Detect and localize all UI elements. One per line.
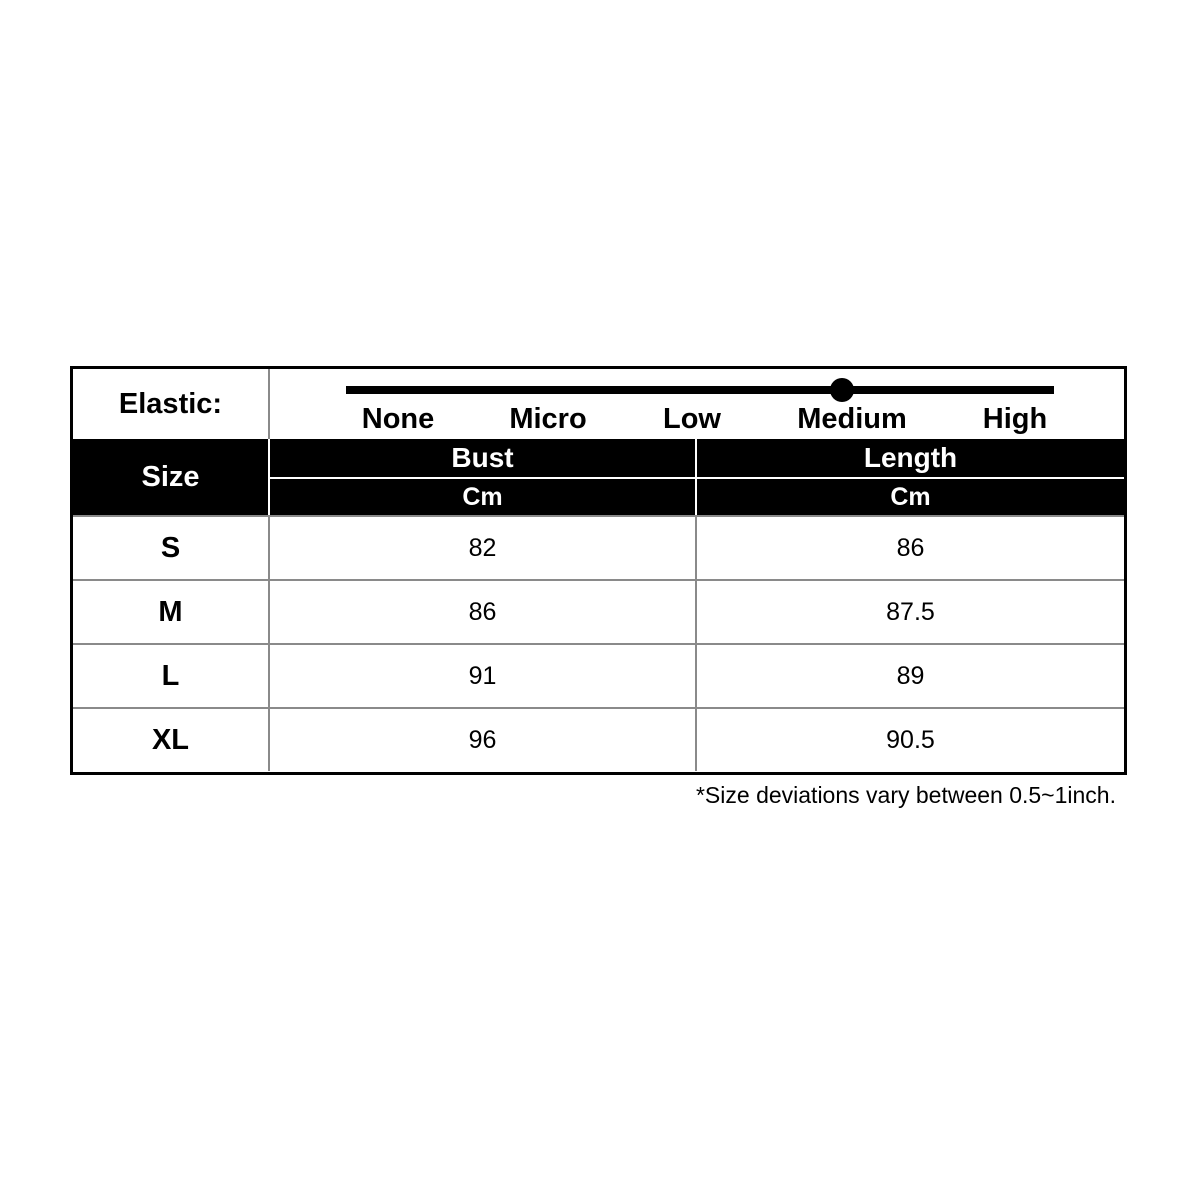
cell-length: 89	[896, 661, 925, 690]
cell-size: M	[73, 581, 270, 643]
cell-bust: 82	[270, 517, 697, 579]
header-length-unit: Cm	[890, 482, 931, 511]
cell-bust: 86	[270, 581, 697, 643]
cell-size: XL	[73, 709, 270, 771]
table-row	[73, 707, 1124, 772]
cell-bust: 96	[270, 709, 697, 771]
elastic-row	[73, 369, 1124, 439]
cell-size: S	[73, 517, 270, 579]
table-header	[73, 439, 1124, 515]
elastic-level-none: None	[361, 403, 435, 435]
elastic-level-high: High	[982, 403, 1048, 435]
table-row	[73, 515, 1124, 579]
header-length: Length	[863, 442, 958, 473]
header-bust-unit: Cm	[462, 482, 503, 511]
header-size: Size	[73, 439, 270, 515]
elastic-level-micro: Micro	[509, 403, 587, 435]
table-row	[73, 643, 1124, 707]
elastic-scale-track	[346, 386, 1054, 394]
elastic-scale-indicator	[830, 378, 854, 402]
size-deviation-note: *Size deviations vary between 0.5~1inch.	[695, 782, 1116, 808]
elastic-label: Elastic:	[73, 369, 270, 439]
elastic-level-low: Low	[663, 403, 721, 435]
cell-length: 87.5	[886, 597, 935, 626]
cell-bust: 91	[270, 645, 697, 707]
cell-size: L	[73, 645, 270, 707]
elastic-level-medium: Medium	[797, 403, 907, 435]
cell-length: 90.5	[886, 725, 935, 754]
cell-length: 86	[896, 533, 925, 562]
table-body	[73, 515, 1124, 772]
table-row	[73, 579, 1124, 643]
size-chart-table	[70, 366, 1127, 775]
header-bust: Bust	[451, 442, 514, 473]
elastic-scale	[270, 369, 1124, 439]
